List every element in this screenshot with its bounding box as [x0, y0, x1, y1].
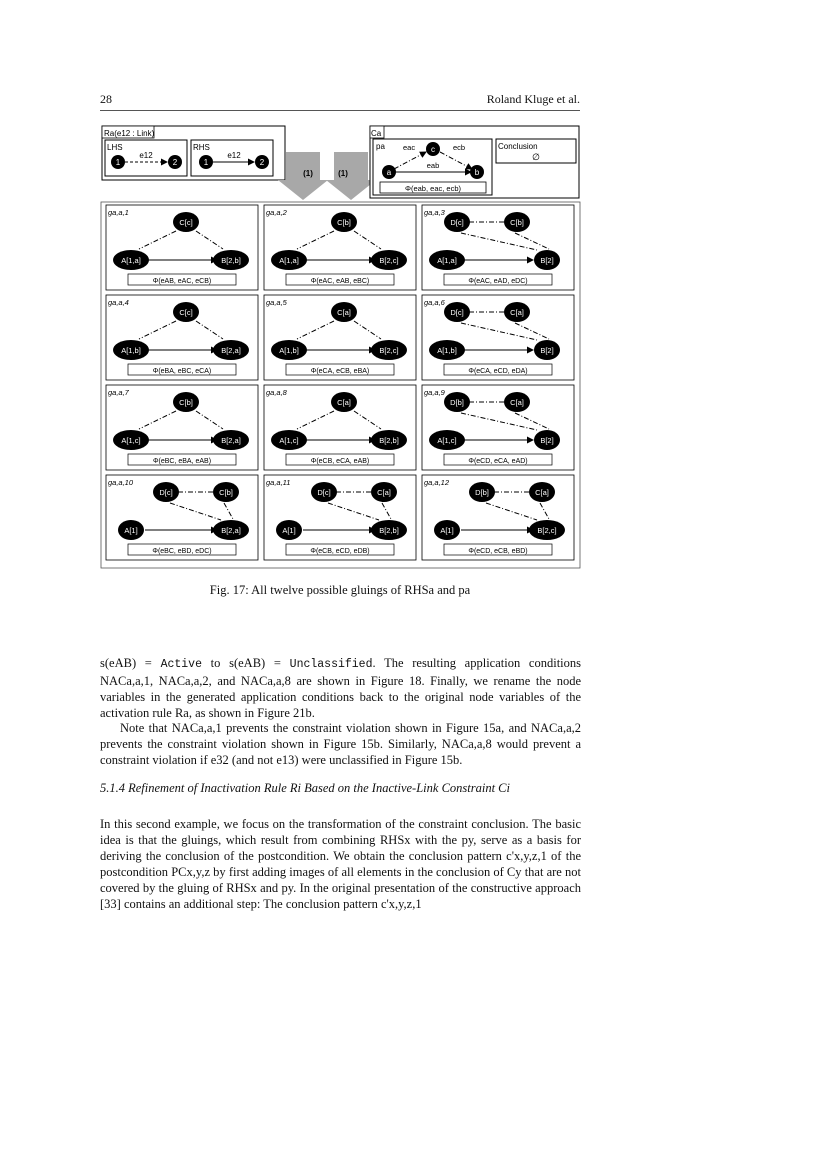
gluing-label: ga,a,8 — [266, 388, 287, 397]
gluing-formula: Φ(eAC, eAD, eDC) — [468, 278, 528, 285]
gluing-panel — [106, 205, 258, 290]
para2-text: Note that NACa,a,1 prevents the constraint violation shown in Figure 15a, and NACa,a,2 prevents the constraint violation shown in Figure 15b. Similarly, NACa,a,8 would prevent a constraint violation if e32 (and not e13) were unclassified in Figure 15b. — [100, 721, 581, 767]
gluing-formula: Φ(eBC, eBA, eAB) — [152, 458, 212, 465]
gluing-label: ga,a,10 — [108, 478, 134, 487]
lhs-node-2: 2 — [172, 158, 178, 167]
gluing-node-label: C[a] — [510, 308, 524, 317]
gluing-formula: Φ(eCD, eCB, eBD) — [468, 548, 528, 555]
rule-box-title: Ra(e12 : Link) — [104, 129, 155, 138]
gluing-node-label: A[1] — [282, 526, 296, 535]
gluing-panel — [264, 385, 416, 470]
gluing-node-label: A[1,c] — [121, 436, 141, 445]
gluing-node-label: A[1,a] — [437, 256, 457, 265]
gluing-node-label: B[2,b] — [379, 436, 399, 445]
figure-17 — [100, 122, 582, 570]
constraint-title: Ca — [371, 129, 382, 138]
gluing-node-label: D[c] — [159, 488, 173, 497]
gluing-node-label: B[2,a] — [221, 526, 241, 535]
gluing-panel — [106, 475, 258, 560]
gluing-panel — [422, 385, 574, 470]
gluing-formula: Φ(eBC, eBD, eDC) — [152, 548, 212, 555]
gluing-node-label: C[a] — [337, 398, 351, 407]
gluing-formula: Φ(eAB, eAC, eCB) — [152, 278, 212, 285]
rhs-node-2: 2 — [259, 158, 265, 167]
gluing-node-label: A[1,c] — [437, 436, 457, 445]
para1-end: . The resulting application conditions NACa,a,1, NACa,a,2, and NACa,a,8 are shown in Figure 18. Finally, we rename the node variables in the generated application conditions back to the original node variables of the activation rule Ra, as shown in Figure 21b. — [100, 656, 582, 720]
gluing-node-label: C[b] — [510, 218, 524, 227]
section-heading: 5.1.4 Refinement of Inactivation Rule Ri Based on the Inactive-Link Constraint Ci — [100, 781, 510, 795]
gluing-node-label: C[a] — [337, 308, 351, 317]
gluing-panel — [422, 295, 574, 380]
lhs-node-1: 1 — [115, 158, 121, 167]
gluing-node-label: D[b] — [450, 398, 464, 407]
gluing-label: ga,a,6 — [424, 298, 445, 307]
edge-label-eac: eac — [403, 143, 416, 152]
para3-text: In this second example, we focus on the transformation of the constraint conclusion. The basic idea is that the gluings, which result from combining RHSx with the py, serve as a basis for deriving the conclusion of the postcondition. We obtain the conclusion pattern c'x,y,z,1 of the postcondition PCx,y,z by first adding images of all elements in the conclusion of Cy that are not covered by the gluing of RHSx and py. In the original presentation of the constructive approach [33] contains an additional step: The conclusion pattern c'x,y,z,1 — [100, 817, 581, 911]
gluing-formula: Φ(eBA, eBC, eCA) — [152, 368, 212, 375]
gluing-node-label: A[1,a] — [121, 256, 141, 265]
gluing-label: ga,a,1 — [108, 208, 129, 217]
gluing-node-label: B[2] — [540, 436, 554, 445]
gluing-panel — [422, 475, 574, 560]
gluing-node-label: A[1,b] — [437, 346, 457, 355]
gluing-node-label: A[1,b] — [279, 346, 299, 355]
figure-caption: Fig. 17: All twelve possible gluings of RHSa and pa — [209, 583, 471, 597]
gluing-node-label: B[2,c] — [379, 346, 399, 355]
paragraph-3 — [100, 816, 581, 912]
gluing-formula: Φ(eCA, eCB, eBA) — [310, 368, 370, 375]
edge-label-ecb: ecb — [453, 143, 466, 152]
unclassified-keyword: Unclassified — [289, 658, 373, 671]
gluing-label: ga,a,2 — [266, 208, 287, 217]
gluing-node-label: D[c] — [450, 308, 464, 317]
gluing-node-label: D[b] — [475, 488, 489, 497]
gluing-node-label: B[2,b] — [379, 526, 399, 535]
gluing-node-label: B[2,a] — [221, 436, 241, 445]
gluing-node-label: D[c] — [450, 218, 464, 227]
page-number: 28 — [100, 92, 112, 106]
para1-start: s(eAB) = — [100, 656, 161, 670]
gluing-node-label: C[a] — [510, 398, 524, 407]
edge-label-eab: eab — [426, 161, 440, 170]
rhs-node-1: 1 — [203, 158, 209, 167]
gluing-panel — [264, 205, 416, 290]
gluing-node-label: A[1,c] — [279, 436, 299, 445]
gluing-node-label: C[b] — [337, 218, 351, 227]
header-rule — [100, 110, 580, 111]
gluing-node-label: C[c] — [179, 218, 193, 227]
rhs-label: RHS — [193, 143, 210, 152]
premise-label: pa — [376, 142, 385, 151]
gluing-node-label: D[c] — [317, 488, 331, 497]
gluing-node-label: C[c] — [179, 308, 193, 317]
gluing-node-label: A[1,a] — [279, 256, 299, 265]
paragraph-2 — [100, 720, 581, 768]
arrow-label-1: (1) — [303, 169, 313, 178]
gluing-label: ga,a,4 — [108, 298, 129, 307]
premise-formula: Φ(eab, eac, ecb) — [404, 184, 462, 193]
gluing-node-label: B[2] — [540, 256, 554, 265]
rhs-edge-label: e12 — [227, 151, 241, 160]
gluing-node-label: B[2,c] — [379, 256, 399, 265]
arrow-label-2: (1) — [338, 169, 348, 178]
gluing-label: ga,a,3 — [424, 208, 445, 217]
premise-node-a: a — [386, 168, 392, 177]
gluing-node-label: B[2] — [540, 346, 554, 355]
gluing-panel — [106, 295, 258, 380]
gluing-node-label: A[1] — [124, 526, 138, 535]
gluing-label: ga,a,12 — [424, 478, 450, 487]
gluing-panel — [106, 385, 258, 470]
gluing-label: ga,a,5 — [266, 298, 287, 307]
gluing-formula: Φ(eAC, eAB, eBC) — [310, 278, 370, 285]
gluing-label: ga,a,9 — [424, 388, 445, 397]
constraint-box — [370, 126, 579, 198]
gluing-formula: Φ(eCB, eCD, eDB) — [310, 548, 370, 555]
lhs-edge-label: e12 — [139, 151, 153, 160]
premise-node-c: c — [431, 145, 435, 154]
gluing-node-label: B[2,a] — [221, 346, 241, 355]
gluing-formula: Φ(eCB, eCA, eAB) — [310, 458, 370, 465]
gluing-node-label: A[1,b] — [121, 346, 141, 355]
premise-node-b: b — [474, 168, 480, 177]
gluing-node-label: B[2,b] — [221, 256, 241, 265]
running-head-authors: Roland Kluge et al. — [486, 92, 580, 106]
gluing-node-label: C[a] — [535, 488, 549, 497]
gluing-node-label: A[1] — [440, 526, 454, 535]
gluing-label: ga,a,11 — [266, 478, 291, 487]
gluing-formula: Φ(eCA, eCD, eDA) — [468, 368, 528, 375]
gluing-panel — [264, 295, 416, 380]
gluing-node-label: B[2,c] — [537, 526, 557, 535]
active-keyword: Active — [160, 658, 202, 671]
conclusion-label: Conclusion — [498, 142, 538, 151]
lhs-box — [105, 140, 187, 176]
paragraph-1 — [100, 655, 581, 721]
rhs-box — [191, 140, 273, 176]
lhs-label: LHS — [107, 143, 123, 152]
gluing-panel — [422, 205, 574, 290]
gluing-node-label: C[b] — [219, 488, 233, 497]
conclusion-empty-set: ∅ — [532, 152, 540, 162]
gluing-node-label: C[a] — [377, 488, 391, 497]
gluing-panel — [264, 475, 416, 560]
gluing-formula: Φ(eCD, eCA, eAD) — [468, 458, 528, 465]
gluing-label: ga,a,7 — [108, 388, 129, 397]
para1-mid: to s(eAB) = — [201, 656, 290, 670]
gluing-node-label: C[b] — [179, 398, 193, 407]
rule-box — [102, 126, 285, 180]
block-arrow-right — [326, 152, 376, 200]
